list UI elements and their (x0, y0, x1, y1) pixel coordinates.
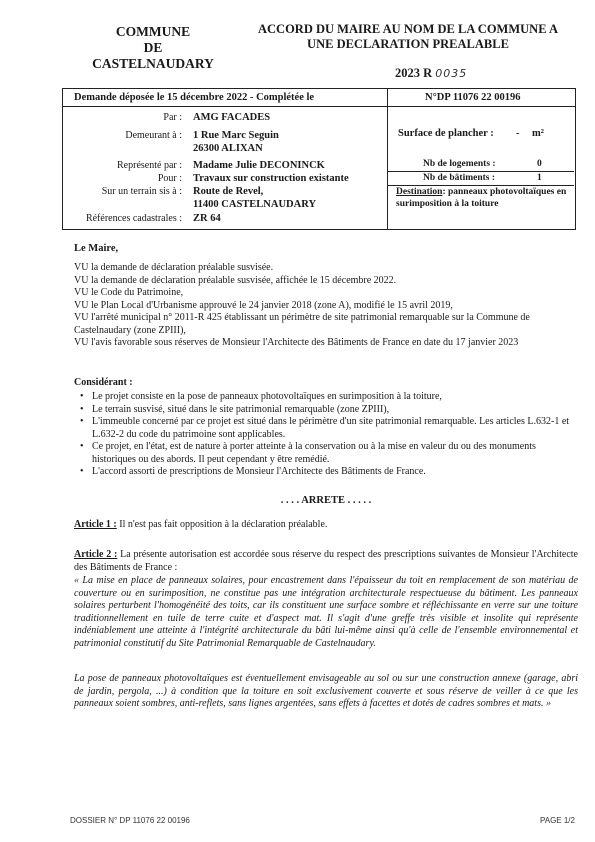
arrete-heading: . . . . ARRETE . . . . . (280, 495, 372, 506)
batiments-rule (388, 171, 574, 172)
represente-label: Représenté par : (117, 160, 182, 171)
surface-unit: m² (532, 128, 544, 139)
commune-block (88, 24, 218, 72)
destination-label: Destination (396, 187, 443, 197)
article-1-text: Il n'est pas fait opposition à la déclaration préalable. (116, 519, 328, 530)
commune-line: COMMUNE (115, 24, 191, 39)
considerant-item: • Le projet consiste en la pose de panneaux photovoltaïques en surimposition à la toiture, (82, 391, 580, 404)
logements-label: Nb de logements : (423, 159, 496, 169)
reference-prefix: 2023 R (395, 66, 433, 80)
cadastre-label: Références cadastrales : (85, 213, 182, 224)
considerant-heading: Considérant : (74, 377, 133, 388)
box-divider-horizontal (62, 106, 575, 107)
vu-section (74, 262, 578, 350)
considerant-item: • Ce projet, en l'état, est de nature à porter atteinte à la conservation ou à la mise en valeur du ou des monuments historiques ou des abords. Il peut cependant y être remédié. (82, 441, 580, 466)
footer-page: PAGE 1/2 (540, 816, 575, 825)
pour-value: Travaux sur construction existante (193, 173, 349, 184)
article-2-label: Article 2 : (74, 549, 118, 560)
surface-value: - (516, 128, 520, 139)
arrete-reference (395, 66, 467, 81)
terrain-line1: Route de Revel, (193, 186, 264, 197)
article-1-label: Article 1 : (74, 519, 117, 530)
le-maire-heading: Le Maire, (74, 243, 119, 254)
vu-line: VU l'arrêté municipal n° 2011-R 425 établissant un périmètre de site patrimonial remarquable sur la Commune de Castelnaudary (zone ZPIII), (74, 312, 530, 336)
demeurant-line1: 1 Rue Marc Seguin (193, 130, 279, 141)
vu-line: VU la demande de déclaration préalable susvisée, affichée le 15 décembre 2022. (74, 274, 397, 286)
par-label: Par : (163, 112, 182, 123)
article-2 (74, 549, 578, 574)
box-divider-vertical (387, 88, 388, 229)
commune-line: DE (143, 40, 163, 55)
article-1 (74, 519, 578, 532)
par-value: AMG FACADES (193, 112, 271, 123)
logements-value: 0 (537, 159, 542, 169)
demeurant-label: Demeurant à : (125, 130, 182, 141)
vu-line: VU le Code du Patrimoine, (74, 287, 184, 298)
abf-quote-paragraph-1: « La mise en place de panneaux solaires, pour encastrement dans l'épaisseur du toit en remplacement de son matériau de couverture ou en surimposition, ne constitue pas une intégration architecturale respectueuse du bâtiment. Les panneaux solaires perturbent l'homogénéité des toits, car ils constituent une surface sombre et réfléchissante en verre sur une toiture traditionnellement en tuile de terre cuite et d'aspect mat. Il s'agit d'une greffe très visible et insolite qui représente indéniablement une atteinte à l'intégrité architecturale du bâti lui-même ainsi qu'à celle de l'ensemble environnemental et patrimonial constitutif du Site Patrimonial Remarquable de Castelnaudary. (74, 575, 578, 649)
commune-line: CASTELNAUDARY (92, 56, 214, 71)
pour-label: Pour : (157, 173, 182, 184)
terrain-line2: 11400 CASTELNAUDARY (193, 199, 317, 210)
destination-value: : panneaux photovoltaïques en surimposition à la toiture (396, 187, 567, 209)
reference-handwritten-number: 0035 (435, 67, 468, 80)
vu-line: VU le Plan Local d'Urbanisme approuvé le 24 janvier 2018 (zone A), modifié le 15 avril 2019, (74, 299, 453, 311)
batiments-value: 1 (537, 173, 542, 183)
demeurant-line2: 26300 ALIXAN (193, 143, 263, 154)
footer-dossier: DOSSIER N° DP 11076 22 00196 (70, 816, 190, 825)
destination-block (396, 187, 568, 210)
abf-quote-paragraph-2: La pose de panneaux photovoltaïques est éventuellement envisageable au sol ou sur une construction annexe (garage, abri de jardin, pergola, ...) à condition que la toiture en soit exclusivement couverte et sous réserve de veiller à ce que les panneaux soient sombres, anti-reflets, sans lignes argentées, sans effets à facettes et dotés de cadres sombres et mats. » (74, 673, 578, 709)
document-title (236, 22, 580, 52)
demande-date: Demande déposée le 15 décembre 2022 - Complétée le (74, 92, 315, 103)
represente-value: Madame Julie DECONINCK (193, 160, 325, 171)
destination-rule (388, 185, 574, 186)
terrain-label: Sur un terrain sis à : (101, 186, 182, 197)
considerant-item: • Le terrain susvisé, situé dans le site patrimonial remarquable (zone ZPIII), (82, 404, 580, 417)
batiments-label: Nb de bâtiments : (423, 173, 496, 183)
vu-line: VU l'avis favorable sous réserves de Monsieur l'Architecte des Bâtiments de France en date du 17 janvier 2023 (74, 337, 519, 348)
article-2-text: La présente autorisation est accordée sous réserve du respect des prescriptions suivantes de Monsieur l'Architecte des Bâtiments de France : (74, 549, 578, 573)
dossier-number: N°DP 11076 22 00196 (425, 92, 521, 103)
surface-label: Surface de plancher : (398, 128, 494, 139)
considerant-item: • L'immeuble concerné par ce projet est situé dans le périmètre d'un site patrimonial remarquable. Les articles L.632-1 et L.632-2 du code du patrimoine sont applicables. (82, 416, 580, 441)
vu-line: VU la demande de déclaration préalable susvisée. (74, 262, 274, 273)
considerant-item: • L'accord assorti de prescriptions de Monsieur l'Architecte des Bâtiments de France. (82, 466, 580, 479)
title-line: ACCORD DU MAIRE AU NOM DE LA COMMUNE A (258, 22, 558, 36)
cadastre-value: ZR 64 (193, 213, 221, 224)
considerant-list (82, 391, 580, 479)
title-line: UNE DECLARATION PREALABLE (307, 37, 509, 51)
